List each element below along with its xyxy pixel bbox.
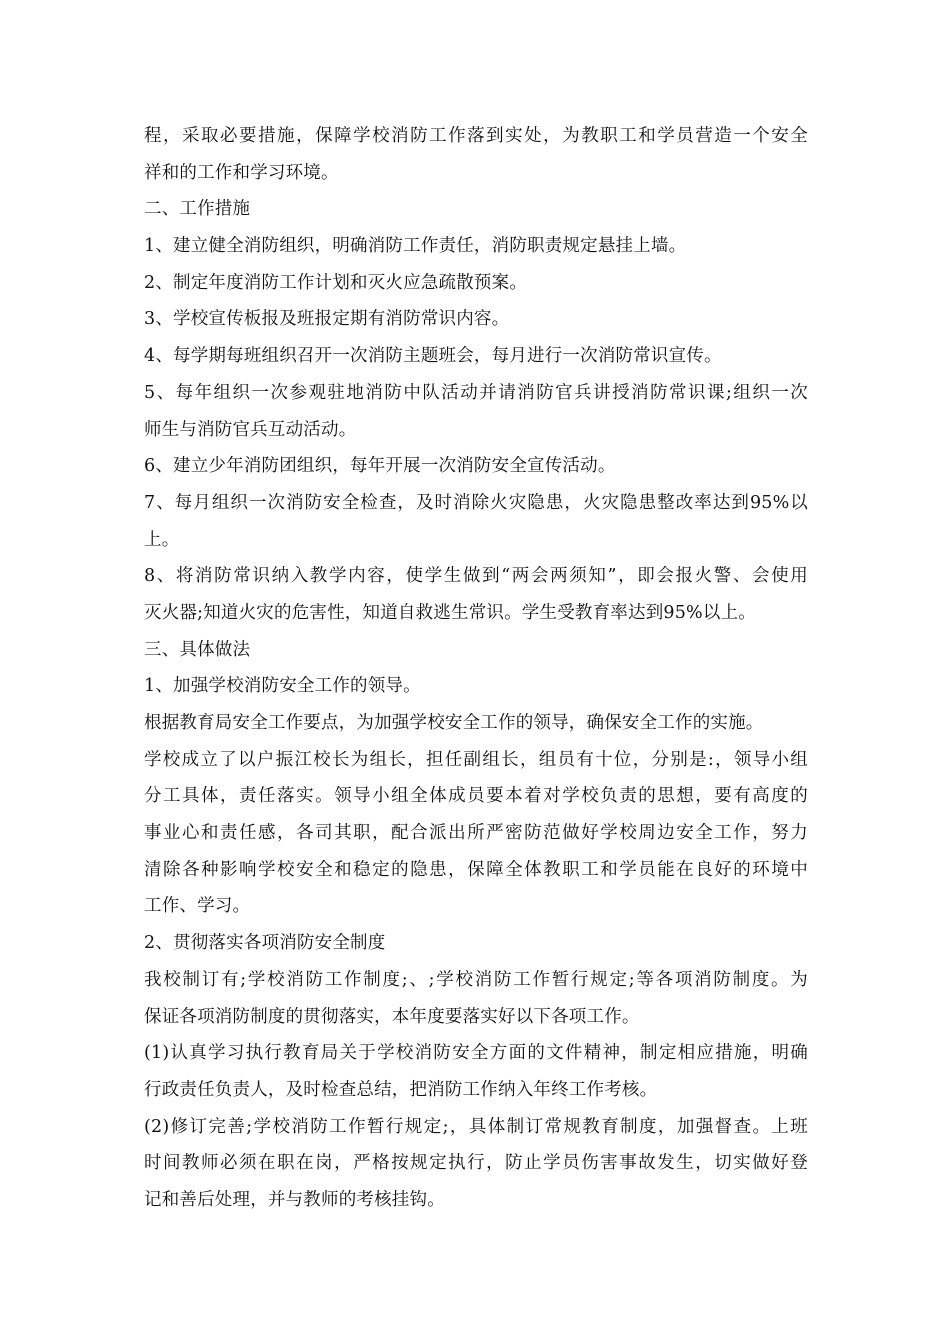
text-line: 1、加强学校消防安全工作的领导。 [144,676,421,697]
text-line: 师生与消防官兵互动活动。 [144,419,357,440]
text-line: 根据教育局安全工作要点，为加强学校安全工作的领导，确保安全工作的实施。 [144,713,764,733]
text-line: 二、工作措施 [144,199,251,220]
text-line: 程，采取必要措施，保障学校消防工作落到实处，为教职工和学员营造一个安全 [144,126,808,146]
text-line: 清除各种影响学校安全和稳定的隐患，保障全体教职工和学员能在良好的环境中 [144,859,808,880]
text-line: 3、学校宣传板报及班报定期有消防常识内容。 [144,309,510,330]
text-line: 6、建立少年消防团组织，每年开展一次消防安全宣传活动。 [144,456,616,477]
text-line: 三、具体做法 [144,639,251,660]
text-line: 2、贯彻落实各项消防安全制度 [144,933,386,954]
text-line: 保证各项消防制度的贯彻落实，本年度要落实好以下各项工作。 [144,1006,640,1027]
text-line: 行政责任负责人，及时检查总结，把消防工作纳入年终工作考核。 [144,1079,658,1100]
text-line: 记和善后处理，并与教师的考核挂钩。 [144,1189,445,1210]
text-line: 灭火器;知道火灾的危害性，知道自救逃生常识。学生受教育率达到95%以上。 [144,602,756,623]
text-line: 上。 [144,529,180,550]
text-line: 4、每学期每班组织召开一次消防主题班会，每月进行一次消防常识宣传。 [144,346,722,367]
text-line: 分工具体，责任落实。领导小组全体成员要本着对学校负责的思想，要有高度的 [144,786,808,807]
text-line: 事业心和责任感，各司其职，配合派出所严密防范做好学校周边安全工作，努力 [144,823,808,844]
text-line: (1)认真学习执行教育局关于学校消防安全方面的文件精神，制定相应措施，明确 [144,1043,808,1064]
text-line: 8、将消防常识纳入教学内容，使学生做到“两会两须知”，即会报火警、会使用 [144,566,808,587]
text-line: 学校成立了以户振江校长为组长，担任副组长，组员有十位，分别是:，领导小组 [144,749,808,770]
text-line: 时间教师必须在职在岗，严格按规定执行，防止学员伤害事故发生，切实做好登 [144,1153,808,1174]
text-line: 我校制订有;学校消防工作制度;、;学校消防工作暂行规定;等各项消防制度。为 [144,969,808,990]
text-line: 工作、学习。 [144,896,251,917]
text-line: 1、建立健全消防组织，明确消防工作责任，消防职责规定悬挂上墙。 [144,236,687,257]
text-line: 祥和的工作和学习环境。 [144,162,339,183]
text-line: (2)修订完善;学校消防工作暂行规定;，具体制订常规教育制度，加强督查。上班 [144,1116,808,1137]
text-line: 5、每年组织一次参观驻地消防中队活动并请消防官兵讲授消防常识课;组织一次 [144,382,808,403]
text-line: 7、每月组织一次消防安全检查，及时消除火灾隐患，火灾隐患整改率达到95%以 [144,492,808,513]
document-body [144,118,808,1219]
text-line: 2、制定年度消防工作计划和灭火应急疏散预案。 [144,272,528,293]
